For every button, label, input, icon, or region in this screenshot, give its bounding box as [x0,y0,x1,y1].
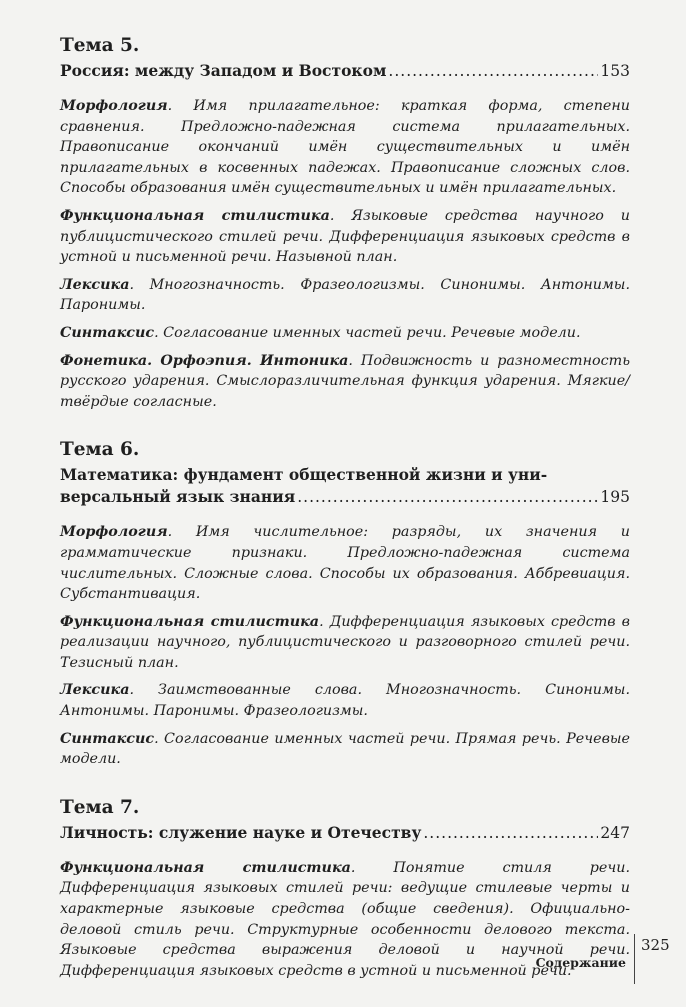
topic-title-text: версальный язык знания [60,487,296,507]
topic-5 [60,34,630,412]
page-reference: 195 [600,488,630,507]
section-text: . Имя числительное: разряды, их значения и грамматические признаки. Предложно-падежная система числительных. Сложные слова. Способы их образования. Аббревиация. Субстантивация. [60,524,630,603]
toc-entry[interactable] [60,822,630,844]
topic-6 [60,438,630,770]
section-text: . Заимствованные слова. Многозначность. Синонимы. Антонимы. Паронимы. Фразеологизмы. [60,682,630,720]
section-phonetics [60,351,630,413]
footer-divider [634,934,635,984]
section-functional-stylistics [60,612,630,674]
section-syntax [60,323,630,344]
section-term: Функциональная стилистика [60,207,330,224]
page-footer [0,928,686,988]
page-reference: 247 [600,823,630,842]
topic-number: Тема 6. [60,439,140,461]
section-text: . Многозначность. Фразеологизмы. Синонимы. Антонимы. Паронимы. [60,276,630,314]
section-term: Лексика [60,682,130,699]
section-text: . Согласование именных частей речи. Прямая речь. Речевые модели. [60,730,630,768]
dot-leader [423,822,598,844]
page-reference: 153 [600,62,630,80]
section-term: Синтаксис [60,730,155,747]
topic-title[interactable] [60,464,630,508]
table-of-contents [60,34,630,1007]
topic-title-text: Россия: между Западом и Востоком [60,61,387,80]
section-lexicon [60,680,630,721]
section-morphology [60,522,630,604]
section-term: Лексика [60,276,130,293]
section-text: . Дифференциация языковых средств в реализации научного, публицистического и разговорного стилей речи. Тезисный план. [60,613,630,671]
topic-title-line: Математика: фундамент общественной жизни и уни- [60,465,548,485]
section-term: Синтаксис [60,324,155,341]
section-text: . Подвижность и разноместность русского ударения. Смыслоразличительная функция ударения. Мягкие/твёрдые согласные. [60,352,630,410]
running-footer-label: Содержание [535,955,626,970]
section-syntax [60,729,630,770]
toc-entry[interactable] [60,486,630,508]
section-text: . Языковые средства научного и публицистического стилей речи. Дифференциация языковых средств в устной и письменной речи. Назывной план. [60,207,630,266]
section-term: Морфология [60,524,168,541]
page-number: 325 [641,936,670,954]
topic-number: Тема 7. [60,796,140,818]
section-functional-stylistics [60,206,630,268]
toc-entry[interactable] [60,60,630,82]
topic-title[interactable] [60,822,630,844]
topic-title-text: Личность: служение науке и Отечеству [60,822,422,842]
section-term: Функциональная стилистика [60,613,320,630]
section-lexicon [60,275,630,316]
section-term: Функциональная стилистика [60,859,351,876]
topic-title[interactable] [60,60,630,82]
dot-leader [388,60,598,82]
section-text: . Имя прилагательное: краткая форма, степени сравнения. Предложно-падежная система прилагательных. Правописание окончаний имён существительных и имён прилагательных в косвенных падежах. Правописание сложных слов. Способы образования имён существительных и имён прилагательных. [60,98,630,197]
section-term: Фонетика. Орфоэпия. Интоника [60,352,349,369]
section-text: . Согласование именных частей речи. Речевые модели. [154,324,581,341]
dot-leader [297,486,598,508]
topic-number: Тема 5. [60,35,140,56]
section-morphology [60,96,630,199]
section-text: . Понятие стиля речи. Дифференциация языковых стилей речи: ведущие стилевые черты и характерные языковые средства (общие сведения). Официально-деловой стиль речи. Структурные особенности делового текста. Языковые средства выражения деловой и научной речи. Дифференциация языковых средств в устной и письменной речи. [60,859,630,979]
section-term: Морфология [60,98,168,114]
